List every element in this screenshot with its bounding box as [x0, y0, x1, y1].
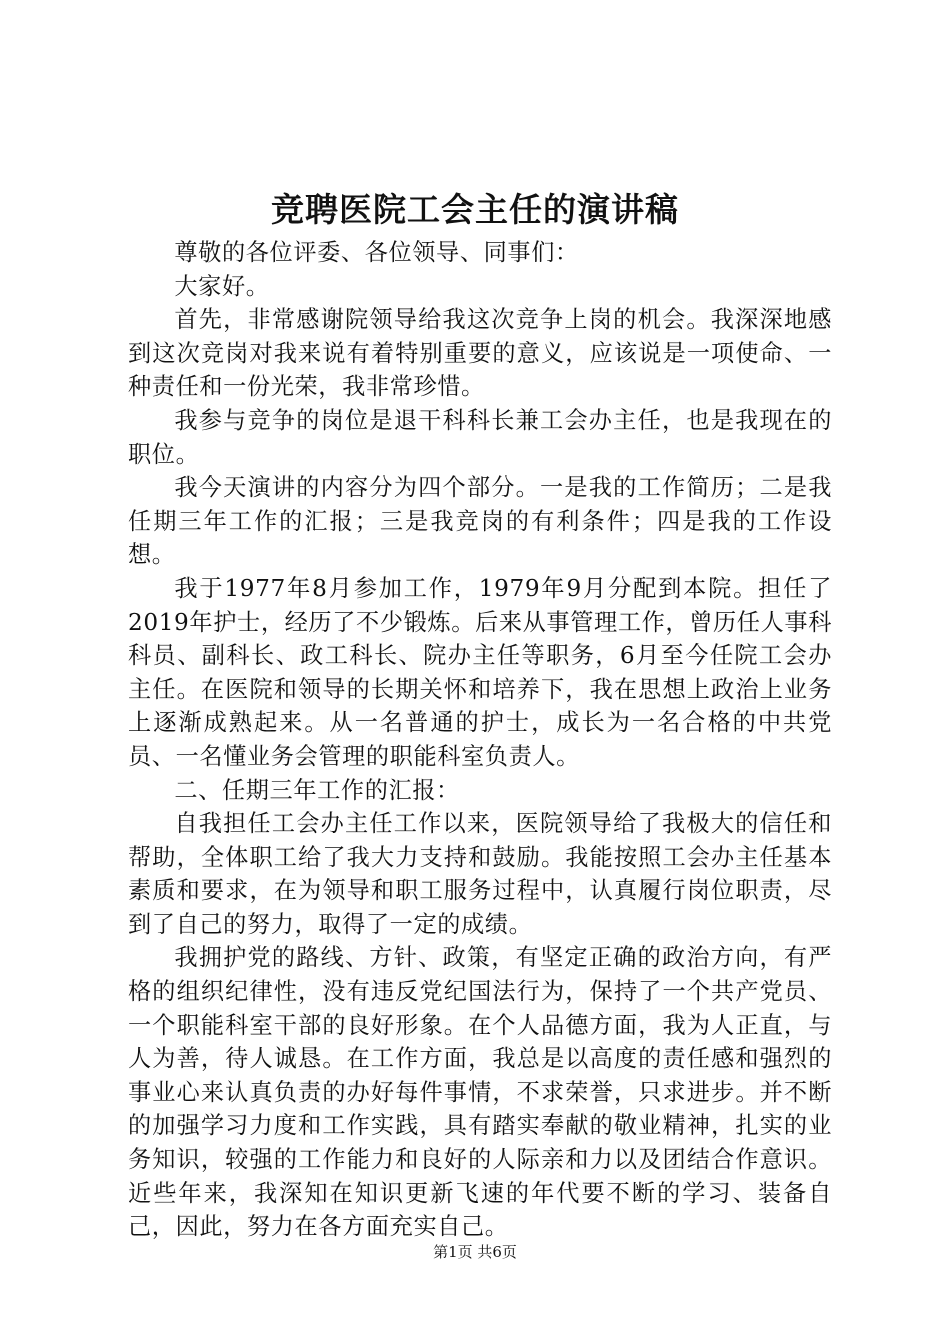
paragraph: 我今天演讲的内容分为四个部分。一是我的工作简历；二是我任期三年工作的汇报；三是我竞岗的有利条件；四是我的工作设想。: [128, 474, 832, 569]
paragraph: 我拥护党的路线、方针、政策，有坚定正确的政治方向，有严格的组织纪律性，没有违反党纪国法行为，保持了一个共产党员、一个职能科室干部的良好形象。在个人品德方面，我为人正直，与人为善，待人诚恳。在工作方面，我总是以高度的责任感和强烈的事业心来认真负责的办好每件事情，不求荣誉，只求进步。并不断的加强学习力度和工作实践，具有踏实奉献的敬业精神，扎实的业务知识，较强的工作能力和良好的人际亲和力以及团结合作意识。近些年来，我深知在知识更新飞速的年代要不断的学习、装备自己，因此，努力在各方面充实自己。: [128, 944, 832, 1241]
paragraph: 我于1977年8月参加工作，1979年9月分配到本院。担任了2019年护士，经历了不少锻炼。后来从事管理工作，曾历任人事科科员、副科长、政工科长、院办主任等职务，6月至今任院工会办主任。在医院和领导的长期关怀和培养下，我在思想上政治上业务上逐渐成熟起来。从一名普通的护士，成长为一名合格的中共党员、一名懂业务会管理的职能科室负责人。: [128, 574, 832, 770]
document-body: [128, 236, 832, 1244]
paragraph: 自我担任工会办主任工作以来，医院领导给了我极大的信任和帮助，全体职工给了我大力支持和鼓励。我能按照工会办主任基本素质和要求，在为领导和职工服务过程中，认真履行岗位职责，尽到了自己的努力，取得了一定的成绩。: [128, 810, 832, 938]
section-heading: 二、任期三年工作的汇报：: [174, 776, 460, 804]
document-title: 竞聘医院工会主任的演讲稿: [271, 190, 679, 229]
paragraph-salutation: 尊敬的各位评委、各位领导、同事们：: [174, 239, 579, 266]
paragraph: 首先，非常感谢院领导给我这次竞争上岗的机会。我深深地感到这次竞岗对我来说有着特别重要的意义，应该说是一项使命、一种责任和一份光荣，我非常珍惜。: [128, 306, 832, 401]
page-footer: 第1页 共6页: [433, 1243, 517, 1261]
paragraph-greeting: 大家好。: [174, 272, 270, 300]
paragraph: 我参与竞争的岗位是退干科科长兼工会办主任，也是我现在的职位。: [128, 406, 832, 468]
